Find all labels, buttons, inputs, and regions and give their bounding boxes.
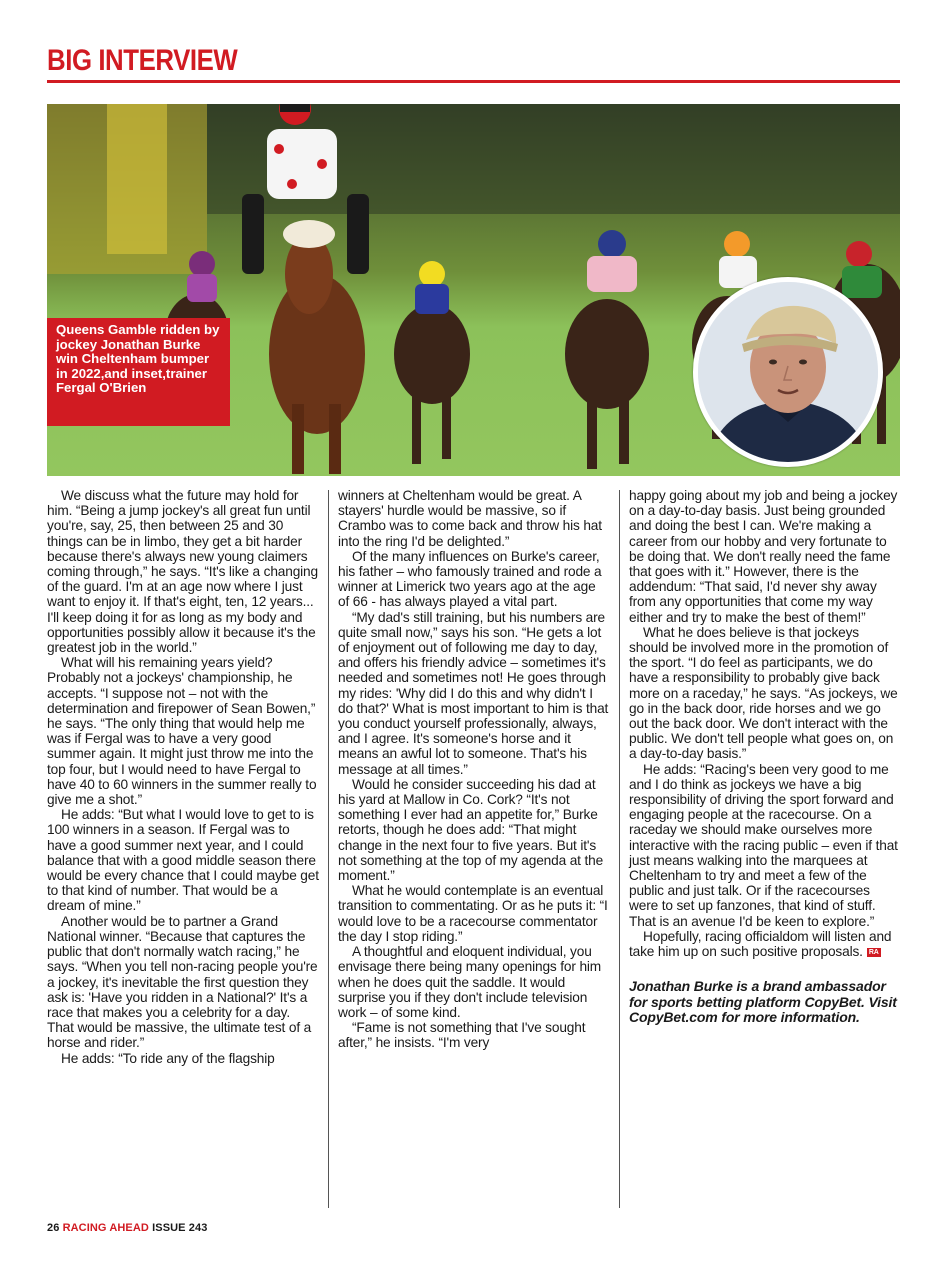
article-paragraph: He adds: “To ride any of the flagship bbox=[61, 1050, 275, 1066]
article-paragraph: “My dad's still training, but his numbers are quite small now,” says his son. “He gets a lot of enjoyment out of following me day to day, and offers his friendly advice – sometimes it's needed and sometimes not! He goes through my rides: 'Why did I do this and why didn't I do that?' What is most important to him is that you conduct yourself professionally, always, and I agree. It's someone's horse and it means an awful lot to someone. That's his message at all times.” bbox=[338, 609, 609, 777]
closing-text: Hopefully, racing officialdom will listen and take him up on such positive proposals. bbox=[629, 928, 892, 960]
article-column-2 bbox=[338, 488, 610, 1051]
article-paragraph: He adds: “But what I would love to get to is 100 winners in a season. If Fergal was to have a good summer next year, and I could balance that with a good middle season there would be every chance that I could maybe get to that kind of number. That would be a dream of mine.” bbox=[47, 807, 319, 914]
article-paragraph: happy going about my job and being a jockey on a day-to-day basis. Just being grounded and doing the best I can. We're making a career from our hobby and very fortunate to be doing that. We don't really need the fame that goes with it.” However, there is the addendum: “That said, I'd never shy away from any opportunities that come my way either and try to make the best of them!” bbox=[629, 488, 898, 625]
issue-number: ISSUE 243 bbox=[152, 1222, 208, 1234]
photo-caption: Queens Gamble ridden by jockey Jonathan Burke win Cheltenham bumper in 2022,and inset,trainer Fergal O'Brien bbox=[47, 318, 230, 426]
article-paragraph: Of the many influences on Burke's career, his father – who famously trained and rode a winner at Limerick two years ago at the age of 66 - has always played a vital part. bbox=[338, 548, 602, 610]
article-paragraph: What will his remaining years yield? Probably not a jockeys' championship, he accepts. “I suppose not – not with the determination and firepower of Sean Bowen,” he says. “The only thing that would help me was if Fergal was to have a very good summer again. It might just throw me into the top four, but I would need to have Fergal to have 40 to 60 winners in the summer really to give me a shot.” bbox=[47, 655, 317, 808]
article-column-1 bbox=[47, 488, 319, 1066]
page-number: 26 bbox=[47, 1222, 60, 1234]
article-paragraph: What he does believe is that jockeys should be involved more in the promotion of the sport. “I do feel as participants, we do have a responsibility to probably give back more on a raceday,” he says. “As jockeys, we go in the back door, ride horses and we go out the back door. We don't interact with the public. We don't tell people what goes on, on a day-to-day basis.” bbox=[629, 624, 898, 762]
author-tagline: Jonathan Burke is a brand ambassador for sports betting platform CopyBet. Visit CopyBet.com for more information. bbox=[629, 978, 897, 1025]
column-divider bbox=[328, 490, 329, 1208]
article-paragraph: winners at Cheltenham would be great. A stayers' hurdle would be massive, so if Crambo was to come back and throw his hat into the ring I'd be delighted.” bbox=[338, 488, 602, 549]
end-mark-icon: RA bbox=[868, 948, 879, 956]
article-paragraph: A thoughtful and eloquent individual, you envisage there being many openings for him when he does quit the saddle. It would surprise you if they don't include television work – of some kind. bbox=[338, 944, 602, 1020]
article-paragraph bbox=[629, 929, 901, 959]
section-title: BIG INTERVIEW bbox=[47, 44, 238, 77]
article-paragraph: What he would contemplate is an eventual transition to commentating. Or as he puts it: “I would love to be a racecourse commentator the day I stop riding.” bbox=[338, 883, 608, 944]
page-footer bbox=[47, 1222, 207, 1234]
column-divider bbox=[619, 490, 620, 1208]
article-paragraph: Would he consider succeeding his dad at his yard at Mallow in Co. Cork? “It's not something I ever had an appetite for,” Burke retorts, though he does add: “That might change in the next four to five years. But it's not something at the top of my agenda at the moment.” bbox=[338, 776, 604, 884]
article-paragraph: He adds: “Racing's been very good to me and I do think as jockeys we have a big responsibility of driving the sport forward and engaging people at the racecourse. On a raceday we should make ourselves more interactive with the racing public – even if that just means walking into the marquees at Cheltenham to try and meet a few of the public and just talk. Or if the racecourses were to set up fanzones, that kind of stuff. That is an avenue I'd be keen to explore.” bbox=[629, 761, 898, 929]
inset-portrait bbox=[693, 277, 883, 467]
article-paragraph: “Fame is not something that I've sought after,” he insists. “I'm very bbox=[338, 1020, 586, 1051]
article-paragraph: Another would be to partner a Grand National winner. “Because that captures the public that don't normally watch racing,” he says. “When you tell non-racing people you're a jockey, it's inevitable the first question they ask is: 'Have you ridden in a National?' It's a race that makes you a celebrity for a day. That would be massive, the ultimate test of a horse and rider.” bbox=[47, 913, 318, 1051]
article-column-3 bbox=[629, 488, 901, 1025]
header-rule bbox=[47, 80, 900, 83]
magazine-name: RACING AHEAD bbox=[62, 1222, 149, 1234]
trainer-portrait-illustration bbox=[698, 282, 878, 462]
article-paragraph: We discuss what the future may hold for him. “Being a jump jockey's all great fun until you're, say, 25, then between 25 and 30 things can be in limbo, they get a bit harder because there's always new young claimers coming through,” he says. “It's like a changing of the guard. I'm at an age now where I just want to enjoy it. If that's eight, ten, 12 years... I'll keep doing it for as long as my body and opportunities possibly allow it because it's the greatest job in the world.” bbox=[47, 488, 318, 656]
